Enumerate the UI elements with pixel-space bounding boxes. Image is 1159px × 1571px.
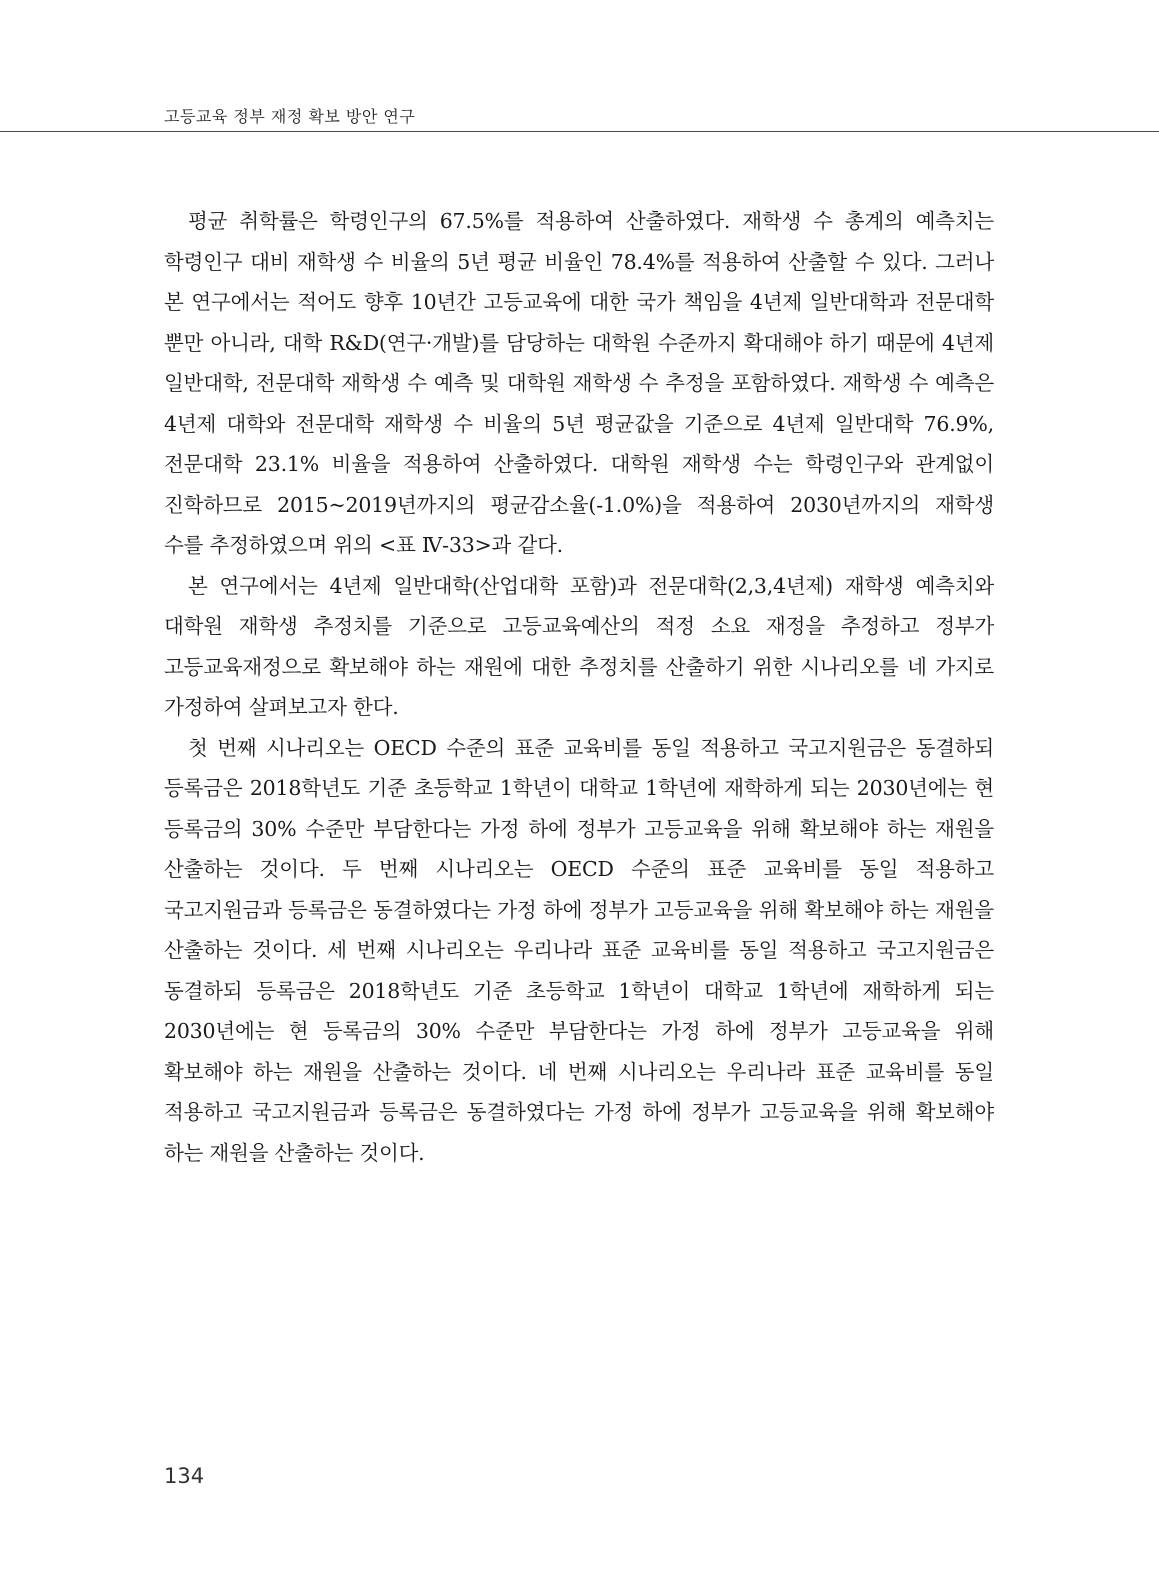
page-number: 134 — [164, 1464, 205, 1488]
paragraph-2: 본 연구에서는 4년제 일반대학(산업대학 포함)과 전문대학(2,3,4년제) 재학생 예측치와 대학원 재학생 추정치를 기준으로 고등교육예산의 적정 소요 재정을 추정하고 정부가 고등교육재정으로 확보해야 하는 재원에 대한 추정치를 산출하기 위한 시나리오를 네 가지로 가정하여 살펴보고자 한다. — [164, 573, 994, 719]
paragraph-3: 첫 번째 시나리오는 OECD 수준의 표준 교육비를 동일 적용하고 국고지원금은 동결하되 등록금은 2018학년도 기준 초등학교 1학년이 대학교 1학년에 재학하게 되는 2030년에는 현 등록금의 30% 수준만 부담한다는 가정 하에 정부가 고등교육을 위해 확보해야 하는 재원을 산출하는 것이다. 두 번째 시나리오는 OECD 수준의 표준 교육비를 동일 적용하고 국고지원금과 등록금은 동결하였다는 가정 하에 정부가 고등교육을 위해 확보해야 하는 재원을 산출하는 것이다. 세 번째 시나리오는 우리나라 표준 교육비를 동일 적용하고 국고지원금은 동결하되 등록금은 2018학년도 기준 초등학교 1학년이 대학교 1학년에 재학하게 되는 2030년에는 현 등록금의 30% 수준만 부담한다는 가정 하에 정부가 고등교육을 위해 확보해야 하는 재원을 산출하는 것이다. 네 번째 시나리오는 우리나라 표준 교육비를 동일 적용하고 국고지원금과 등록금은 동결하였다는 가정 하에 정부가 고등교육을 위해 확보해야 하는 재원을 산출하는 것이다. — [164, 735, 994, 1165]
running-header-title: 고등교육 정부 재정 확보 방안 연구 — [164, 107, 416, 126]
header-divider — [0, 131, 1159, 132]
body-text — [164, 201, 994, 1173]
paragraph-1: 평균 취학률은 학령인구의 67.5%를 적용하여 산출하였다. 재학생 수 총계의 예측치는 학령인구 대비 재학생 수 비율의 5년 평균 비율인 78.4%를 적용하여 산출할 수 있다. 그러나 본 연구에서는 적어도 향후 10년간 고등교육에 대한 국가 책임을 4년제 일반대학과 전문대학 뿐만 아니라, 대학 R&D(연구·개발)를 담당하는 대학원 수준까지 확대해야 하기 때문에 4년제 일반대학, 전문대학 재학생 수 예측 및 대학원 재학생 수 추정을 포함하였다. 재학생 수 예측은 4년제 대학와 전문대학 재학생 수 비율의 5년 평균값을 기준으로 4년제 일반대학 76.9%, 전문대학 23.1% 비율을 적용하여 산출하였다. 대학원 재학생 수는 학령인구와 관계없이 진학하므로 2015~2019년까지의 평균감소율(-1.0%)을 적용하여 2030년까지의 재학생 수를 추정하였으며 위의 <표 Ⅳ-33>과 같다. — [164, 209, 994, 557]
